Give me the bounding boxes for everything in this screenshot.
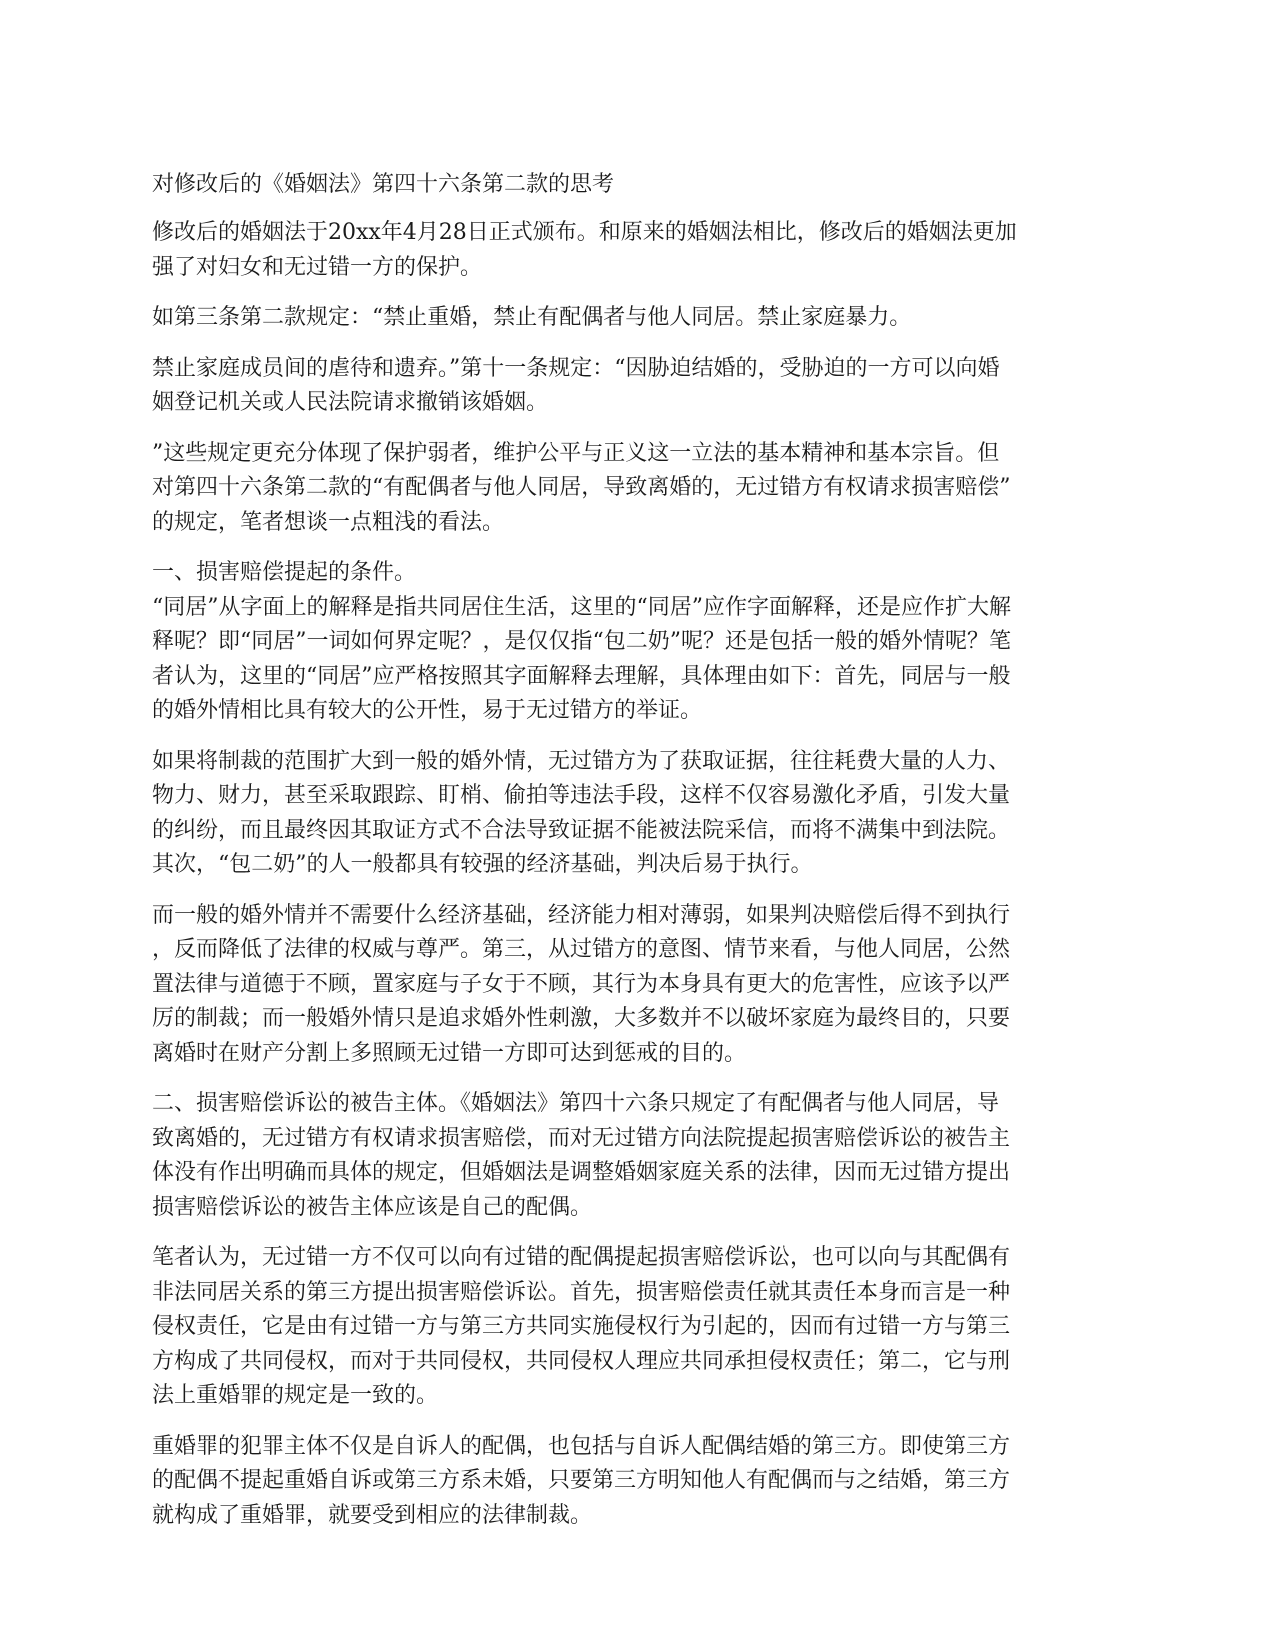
paragraph bbox=[152, 1241, 1127, 1414]
paragraph-line: 其次，“包二奶”的人一般都具有较强的经济基础，判决后易于执行。 bbox=[152, 852, 813, 877]
paragraph-line: 的配偶不提起重婚自诉或第三方系未婚，只要第三方明知他人有配偶而与之结婚，第三方 bbox=[152, 1468, 1011, 1493]
paragraph-line: 二、损害赔偿诉讼的被告主体。《婚姻法》第四十六条只规定了有配偶者与他人同居，导 bbox=[152, 1091, 1000, 1116]
paragraph bbox=[152, 1430, 1127, 1534]
paragraph bbox=[152, 301, 1127, 336]
paragraph bbox=[152, 899, 1127, 1072]
paragraph-line: 就构成了重婚罪，就要受到相应的法律制裁。 bbox=[152, 1502, 593, 1528]
paragraph-line: ”这些规定更充分体现了保护弱者，维护公平与正义这一立法的基本精神和基本宗旨。但 bbox=[152, 440, 1000, 466]
paragraph-line: 重婚罪的犯罪主体不仅是自诉人的配偶，也包括与自诉人配偶结婚的第三方。即使第三方 bbox=[152, 1433, 1011, 1459]
paragraph-line: 修改后的婚姻法于20xx年4月28日正式颁布。和原来的婚姻法相比，修改后的婚姻法更加 bbox=[152, 220, 1017, 245]
paragraph bbox=[152, 591, 1127, 729]
document-title: 对修改后的《婚姻法》第四十六条第二款的思考 bbox=[152, 172, 615, 197]
paragraph-line: 对第四十六条第二款的“有配偶者与他人同居，导致离婚的，无过错方有权请求损害赔偿” bbox=[152, 475, 1011, 500]
paragraph-line: 离婚时在财产分割上多照顾无过错一方即可达到惩戒的目的。 bbox=[152, 1040, 747, 1066]
document-body bbox=[152, 216, 1127, 1533]
paragraph-line: 如第三条第二款规定：“禁止重婚，禁止有配偶者与他人同居。禁止家庭暴力。 bbox=[152, 305, 912, 330]
paragraph bbox=[152, 556, 1127, 591]
paragraph-line: ，反而降低了法律的权威与尊严。第三，从过错方的意图、情节来看，与他人同居，公然 bbox=[152, 937, 1011, 962]
paragraph bbox=[152, 352, 1127, 421]
paragraph-line: 法上重婚罪的规定是一致的。 bbox=[152, 1383, 439, 1408]
paragraph-line: 体没有作出明确而具体的规定，但婚姻法是调整婚姻家庭关系的法律，因而无过错方提出 bbox=[152, 1160, 1011, 1185]
document-page bbox=[152, 168, 1127, 1549]
paragraph-line: 强了对妇女和无过错一方的保护。 bbox=[152, 254, 483, 280]
paragraph-line: 侵权责任，它是由有过错一方与第三方共同实施侵权行为引起的，因而有过错一方与第三 bbox=[152, 1314, 1011, 1339]
paragraph-line: 姻登记机关或人民法院请求撤销该婚姻。 bbox=[152, 390, 549, 415]
paragraph-line: 笔者认为，无过错一方不仅可以向有过错的配偶提起损害赔偿诉讼，也可以向与其配偶有 bbox=[152, 1245, 1011, 1270]
paragraph-line: 而一般的婚外情并不需要什么经济基础，经济能力相对薄弱，如果判决赔偿后得不到执行 bbox=[152, 902, 1011, 928]
paragraph bbox=[152, 745, 1127, 883]
paragraph-line: 一、损害赔偿提起的条件。 bbox=[152, 560, 417, 585]
paragraph-line: 的婚外情相比具有较大的公开性，易于无过错方的举证。 bbox=[152, 698, 703, 723]
paragraph-line: 如果将制裁的范围扩大到一般的婚外情，无过错方为了获取证据，往往耗费大量的人力、 bbox=[152, 748, 1011, 774]
paragraph-line: 禁止家庭成员间的虐待和遗弃。”第十一条规定：“因胁迫结婚的，受胁迫的一方可以向婚 bbox=[152, 355, 1000, 381]
paragraph-line: 非法同居关系的第三方提出损害赔偿诉讼。首先，损害赔偿责任就其责任本身而言是一种 bbox=[152, 1279, 1011, 1305]
paragraph bbox=[152, 216, 1127, 285]
paragraph-line: 厉的制裁；而一般婚外情只是追求婚外性刺激，大多数并不以破坏家庭为最终目的，只要 bbox=[152, 1006, 1011, 1031]
paragraph-line: 的纠纷，而且最终因其取证方式不合法导致证据不能被法院采信，而将不满集中到法院。 bbox=[152, 817, 1011, 843]
paragraph bbox=[152, 1087, 1127, 1225]
paragraph-line: 置法律与道德于不顾，置家庭与子女于不顾，其行为本身具有更大的危害性，应该予以严 bbox=[152, 971, 1011, 997]
paragraph-line: “同居”从字面上的解释是指共同居住生活，这里的“同居”应作字面解释，还是应作扩大解 bbox=[152, 594, 1011, 620]
paragraph-line: 致离婚的，无过错方有权请求损害赔偿，而对无过错方向法院提起损害赔偿诉讼的被告主 bbox=[152, 1125, 1011, 1151]
paragraph-line: 损害赔偿诉讼的被告主体应该是自己的配偶。 bbox=[152, 1194, 593, 1220]
paragraph bbox=[152, 437, 1127, 541]
paragraph-line: 物力、财力，甚至采取跟踪、盯梢、偷拍等违法手段，这样不仅容易激化矛盾，引发大量 bbox=[152, 783, 1011, 808]
paragraph-line: 者认为，这里的“同居”应严格按照其字面解释去理解，具体理由如下：首先，同居与一般 bbox=[152, 663, 1011, 689]
paragraph-line: 的规定，笔者想谈一点粗浅的看法。 bbox=[152, 509, 505, 535]
paragraph-line: 释呢？即“同居”一词如何界定呢？，是仅仅指“包二奶”呢？还是包括一般的婚外情呢？笔 bbox=[152, 629, 1011, 654]
paragraph-line: 方构成了共同侵权，而对于共同侵权，共同侵权人理应共同承担侵权责任；第二，它与刑 bbox=[152, 1348, 1011, 1374]
